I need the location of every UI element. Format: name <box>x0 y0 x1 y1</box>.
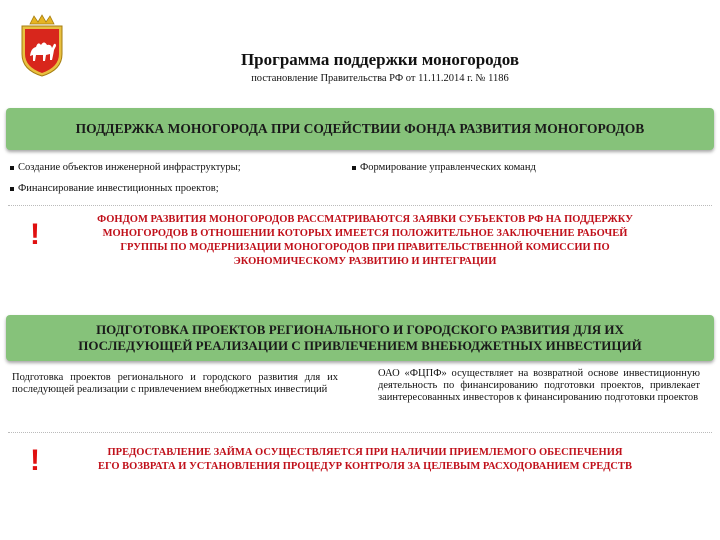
bullet-square-icon <box>10 166 14 170</box>
list-item <box>352 162 536 173</box>
alert-line: ФОНДОМ РАЗВИТИЯ МОНОГОРОДОВ РАССМАТРИВАЮТСЯ ЗАЯВКИ СУБЪЕКТОВ РФ НА ПОДДЕРЖКУ <box>97 214 633 225</box>
coat-of-arms-emblem-icon <box>16 14 68 78</box>
bullet-text: Финансирование инвестиционных проектов; <box>18 183 219 194</box>
alert-line: ПРЕДОСТАВЛЕНИЕ ЗАЙМА ОСУЩЕСТВЛЯЕТСЯ ПРИ НАЛИЧИИ ПРИЕМЛЕМОГО ОБЕСПЕЧЕНИЯ <box>107 447 623 458</box>
section2-left-text: Подготовка проектов регионального и городского развития для их последующей реализации с привлечением внебюджетных инвестиций <box>12 372 338 395</box>
divider <box>8 205 712 206</box>
alert-line: ЭКОНОМИЧЕСКОМУ РАЗВИТИЮ И ИНТЕГРАЦИИ <box>233 256 497 267</box>
section2-heading-band <box>6 315 714 361</box>
exclamation-icon: ! <box>30 218 40 251</box>
alert-line: МОНОГОРОДОВ В ОТНОШЕНИИ КОТОРЫХ ИМЕЕТСЯ ПОЛОЖИТЕЛЬНОЕ ЗАКЛЮЧЕНИЕ РАБОЧЕЙ <box>102 228 628 239</box>
bullet-text: Формирование управленческих команд <box>360 162 536 173</box>
section1-alert <box>50 213 680 269</box>
bullet-square-icon <box>10 187 14 191</box>
list-item <box>10 162 241 173</box>
bullet-square-icon <box>352 166 356 170</box>
section2-heading-line: ПОСЛЕДУЮЩЕЙ РЕАЛИЗАЦИИ С ПРИВЛЕЧЕНИЕМ ВНЕБЮДЖЕТНЫХ ИНВЕСТИЦИЙ <box>78 338 642 353</box>
section2-heading-line: ПОДГОТОВКА ПРОЕКТОВ РЕГИОНАЛЬНОГО И ГОРОДСКОГО РАЗВИТИЯ ДЛЯ ИХ <box>96 322 624 337</box>
list-item <box>10 183 219 194</box>
section1-heading: ПОДДЕРЖКА МОНОГОРОДА ПРИ СОДЕЙСТВИИ ФОНДА РАЗВИТИЯ МОНОГОРОДОВ <box>75 121 645 136</box>
section1-heading-band <box>6 108 714 150</box>
alert-line: ГРУППЫ ПО МОДЕРНИЗАЦИИ МОНОГОРОДОВ ПРИ ПРАВИТЕЛЬСТВЕННОЙ КОМИССИИ ПО <box>120 242 610 253</box>
page-title: Программа поддержки моногородов <box>240 50 520 69</box>
exclamation-icon: ! <box>30 444 40 477</box>
page-subtitle: постановление Правительства РФ от 11.11.2014 г. № 1186 <box>251 73 509 84</box>
bullet-text: Создание объектов инженерной инфраструктуры; <box>18 162 241 173</box>
divider <box>8 432 712 433</box>
section2-right-text: ОАО «ФЦПФ» осуществляет на возвратной основе инвестиционную деятельность по финансированию подготовки проектов, привлекает заинтересованных инвесторов к финансированию подготовки проектов <box>378 368 700 403</box>
alert-line: ЕГО ВОЗВРАТА И УСТАНОВЛЕНИЯ ПРОЦЕДУР КОНТРОЛЯ ЗА ЦЕЛЕВЫМ РАСХОДОВАНИЕМ СРЕДСТВ <box>97 461 633 472</box>
section2-alert <box>50 446 680 474</box>
